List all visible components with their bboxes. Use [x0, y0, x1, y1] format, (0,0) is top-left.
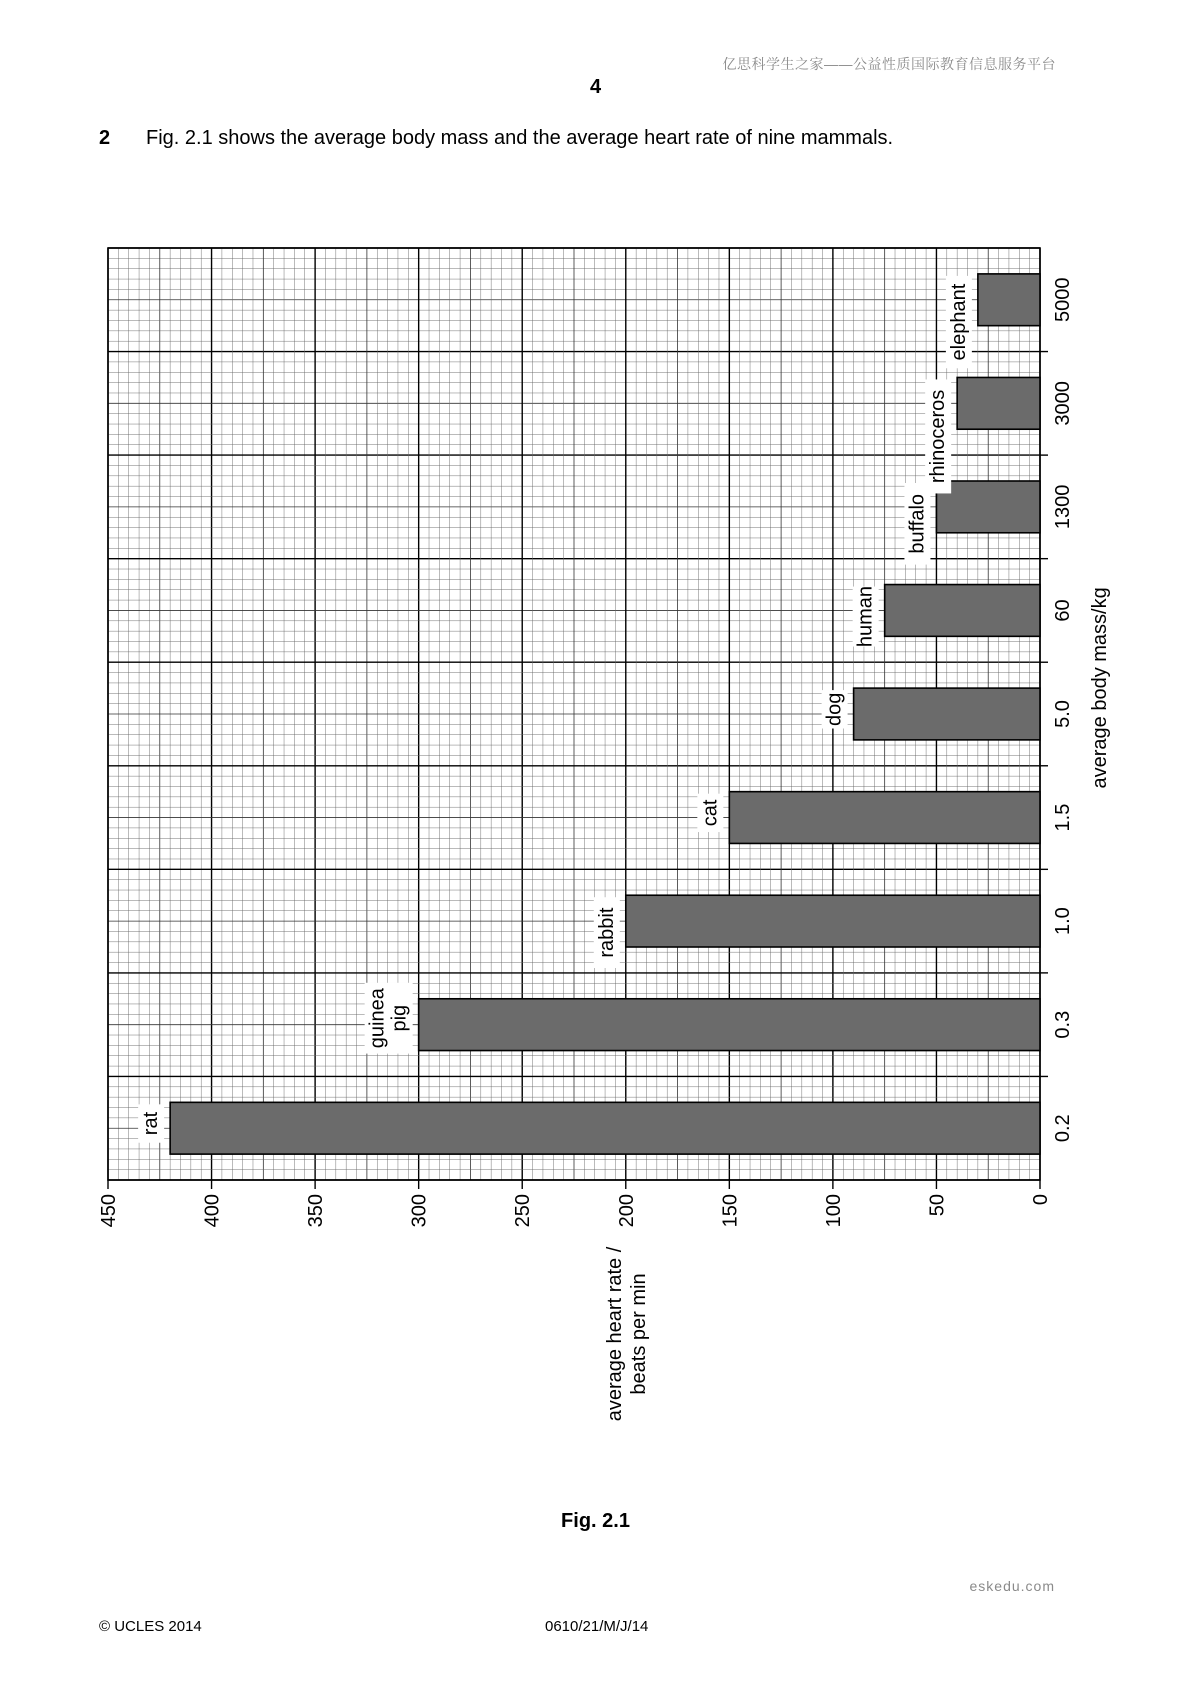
- paper-code: 0610/21/M/J/14: [545, 1618, 649, 1635]
- value-axis-tick-label: 150: [719, 1194, 742, 1228]
- value-axis-tick-label: 0: [1030, 1194, 1052, 1206]
- bar-label: buffalo: [906, 493, 929, 554]
- value-axis-tick-label: 450: [98, 1194, 120, 1228]
- category-tick-label: 0.2: [1052, 1114, 1074, 1143]
- question-text: Fig. 2.1 shows the average body mass and the average heart rate of nine mammals.: [146, 127, 894, 149]
- value-axis-tick-label: 50: [926, 1194, 949, 1217]
- copyright-notice: © UCLES 2014: [99, 1618, 202, 1635]
- bar-rhinoceros: [957, 377, 1040, 429]
- bar-dog: [854, 688, 1040, 740]
- value-axis-tick-label: 300: [408, 1194, 431, 1228]
- bar-label: rhinoceros: [927, 389, 950, 484]
- category-tick-label: 1.5: [1052, 803, 1074, 832]
- bar-label: dog: [823, 692, 846, 726]
- category-tick-label: 1300: [1052, 484, 1074, 530]
- bar-label: human: [854, 585, 877, 648]
- value-axis-tick-label: 400: [201, 1194, 224, 1228]
- value-axis-tick-label: 350: [305, 1194, 328, 1228]
- value-axis-title: average heart rate / beats per min: [604, 1246, 650, 1422]
- bar-guinea-pig: [419, 999, 1040, 1051]
- watermark-top: 亿思科学生之家——公益性质国际教育信息服务平台: [722, 56, 1056, 72]
- value-axis-tick-label: 200: [615, 1194, 638, 1228]
- value-axis-tick-label: 100: [822, 1194, 845, 1228]
- category-tick-label: 3000: [1052, 381, 1074, 426]
- bar-human: [885, 585, 1040, 637]
- category-tick-label: 0.3: [1052, 1010, 1074, 1039]
- value-axis-tick-label: 250: [512, 1194, 535, 1228]
- bar-cat: [729, 792, 1040, 844]
- category-axis-title: average body mass/kg: [1089, 587, 1111, 789]
- bar-rat: [170, 1102, 1040, 1154]
- category-tick-label: 60: [1052, 599, 1074, 622]
- question-number: 2: [99, 127, 111, 149]
- page-number: 4: [589, 76, 602, 98]
- bar-label: cat: [699, 799, 722, 827]
- bar-elephant: [978, 274, 1040, 326]
- watermark-bottom: eskedu.com: [969, 1578, 1055, 1594]
- bar-label: guineapig: [366, 988, 411, 1049]
- category-tick-label: 5000: [1052, 277, 1074, 323]
- category-tick-label: 1.0: [1052, 907, 1074, 936]
- bar-label: rabbit: [595, 907, 618, 958]
- figure-caption: Fig. 2.1: [561, 1510, 630, 1532]
- category-tick-label: 5.0: [1052, 700, 1074, 728]
- bar-buffalo: [936, 481, 1040, 533]
- bar-label: elephant: [947, 283, 970, 361]
- bar-rabbit: [626, 895, 1040, 947]
- bar-label: rat: [140, 1111, 163, 1136]
